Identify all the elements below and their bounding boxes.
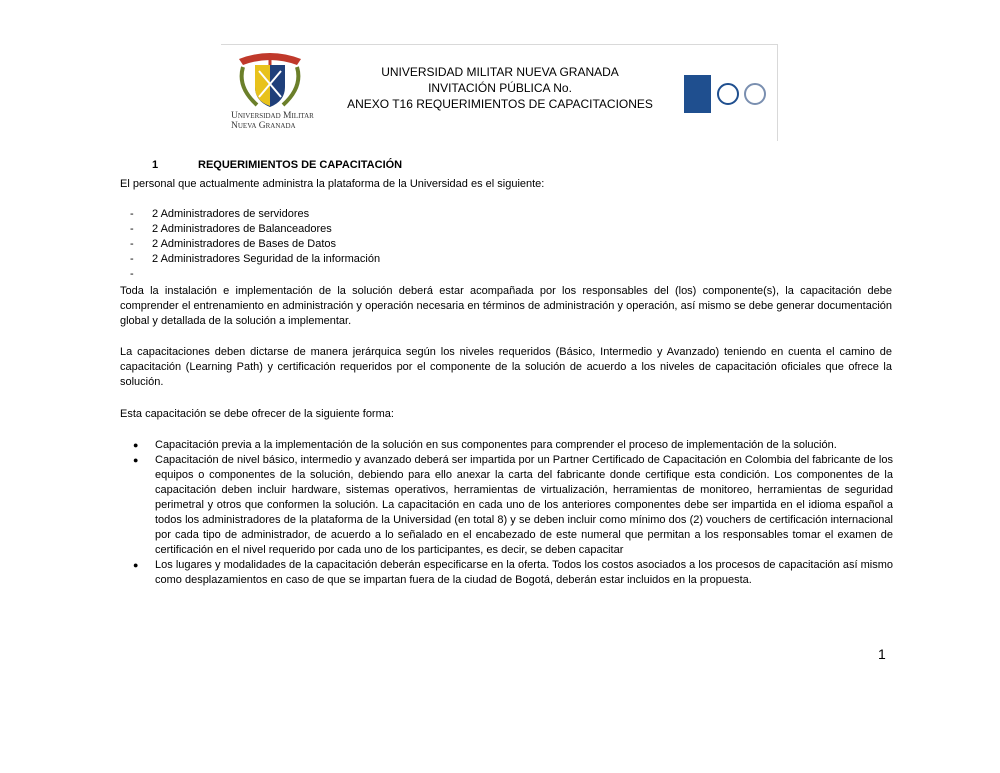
title-line-annex: ANEXO T16 REQUERIMIENTOS DE CAPACITACIONES: [347, 97, 653, 111]
certification-seal-icon: [684, 75, 711, 113]
list-item: - 2 Administradores de servidores: [130, 207, 830, 222]
logo-text-line2: Nueva Granada: [231, 121, 296, 131]
intro-paragraph: El personal que actualmente administra la plataforma de la Universidad es el siguiente:: [120, 178, 545, 190]
quality-seal-icon: [744, 83, 766, 105]
paragraph-hierarchy: La capacitaciones deben dictarse de manera jerárquica según los niveles requeridos (Básico, Intermedio y Avanzado) teniendo en cuenta el camino de capacitación (Learning Path) y certificación requeridos por el componente de la solución de acuerdo a los niveles de capacitación oficiales que ofrece la solución.: [120, 346, 892, 388]
list-item: - 2 Administradores Seguridad de la información: [130, 252, 830, 267]
certification-logos: [684, 75, 774, 115]
page-header: [221, 44, 778, 141]
document-title: [345, 64, 655, 112]
title-line-university: UNIVERSIDAD MILITAR NUEVA GRANADA: [381, 65, 619, 79]
title-line-invitation: INVITACIÓN PÚBLICA No.: [428, 81, 572, 95]
list-item: ● Capacitación de nivel básico, intermedio y avanzado deberá ser impartida por un Partner Certificado de Capacitación en Colombia del fabricante de los equipos o componentes de la solución, debiendo para ello anexar la carta del fabricante donde certifique esta condición. Los componentes de la capacitación deben incluir hardware, sistemas operativos, herramientas de virtualización, herramientas de monitoreo, herramientas de seguridad perimetral y otros que conformen la solución. La capacitación en cada uno de los anteriores componentes debe ser impartida en el idioma español a todos los administradores de la plataforma de la Universidad (en total 8) y se deben incluir como mínimo dos (2) vouchers de certificación internacional por cada tipo de administrador, de acuerdo a lo señalado en el encabezado de este numeral que permitan a los responsables tomar el examen de certificación en el nivel requerido por cada uno de los participantes, es decir, se deben capacitar: [133, 453, 893, 558]
list-item: - 2 Administradores de Balanceadores: [130, 222, 830, 237]
paragraph-format: Esta capacitación se debe ofrecer de la siguiente forma:: [120, 408, 394, 420]
crest-icon: [235, 49, 305, 111]
iqnet-seal-icon: [717, 83, 739, 105]
list-item: - 2 Administradores de Bases de Datos: [130, 237, 830, 252]
list-item: [130, 267, 830, 282]
university-logo: [229, 49, 314, 141]
section-heading: [152, 158, 402, 172]
list-item: ● Los lugares y modalidades de la capacitación deberán especificarse en la oferta. Todos los costos asociados a los procesos de capacitación así mismo como desplazamientos en caso de que se impartan fuera de la ciudad de Bogotá, deberán estar incluidos en la propuesta.: [133, 558, 893, 588]
staff-list: [130, 207, 830, 282]
list-item: ● Capacitación previa a la implementación de la solución en sus componentes para comprender el proceso de implementación de la solución.: [133, 438, 893, 453]
section-title: REQUERIMIENTOS DE CAPACITACIÓN: [198, 159, 403, 171]
logo-text-line1: Universidad Militar: [231, 111, 314, 121]
page-number: 1: [878, 646, 886, 662]
section-number: 1: [152, 159, 159, 171]
training-requirements-list: [133, 438, 893, 588]
paragraph-installation: Toda la instalación e implementación de la solución deberá estar acompañada por los responsables del (los) componente(s), la capacitación debe comprender el entrenamiento en administración y operación necesaria en términos de administración y operación, así mismo se debe generar documentación global y detallada de la solución a implementar.: [120, 285, 892, 327]
